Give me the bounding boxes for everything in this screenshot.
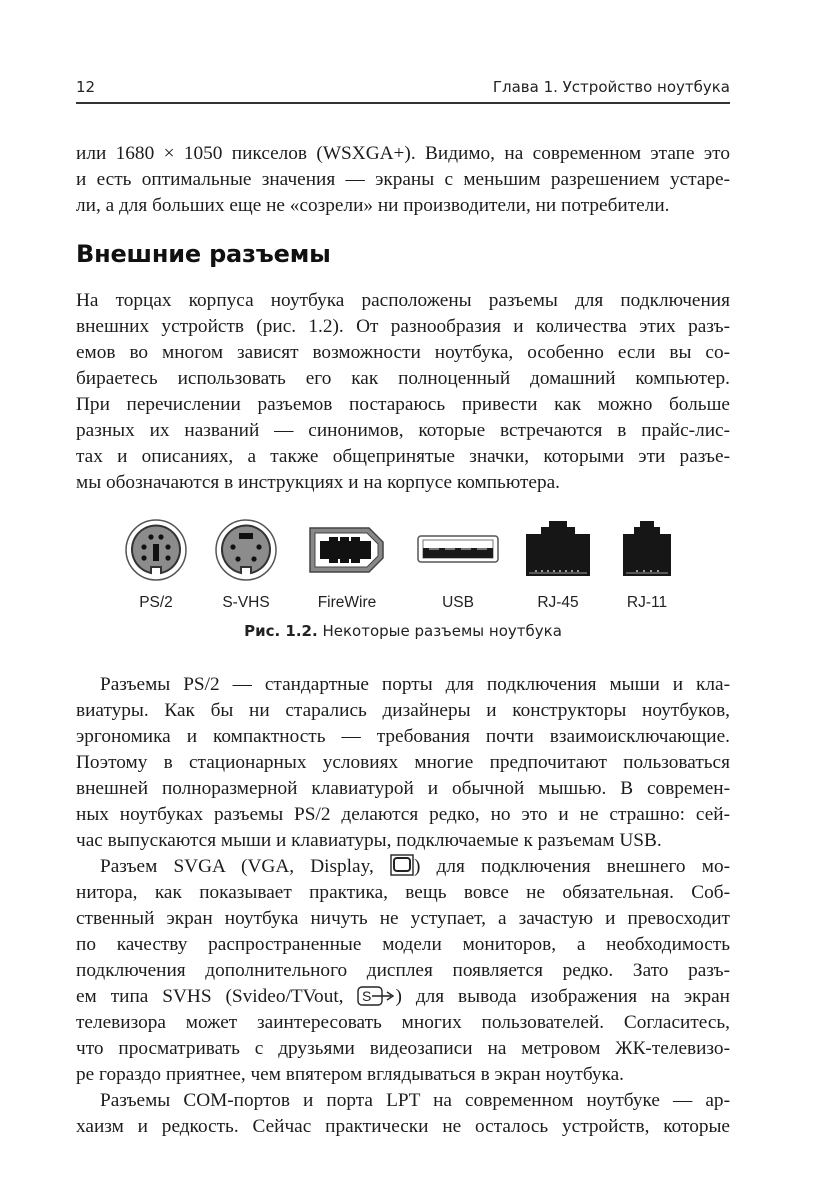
text-line: На торцах корпуса ноутбука расположены разъемы для подключения: [76, 290, 730, 311]
svideo-out-icon: [357, 986, 395, 1006]
section-heading: Внешние разъемы: [76, 240, 331, 268]
svg-text:S: S: [362, 988, 372, 1004]
figure-caption: [76, 622, 730, 640]
section-paragraph: [76, 288, 730, 496]
text-line: мы обозначаются в инструкциях и на корпусе компьютера.: [76, 472, 561, 493]
svhs-connector-icon: [214, 518, 278, 582]
connector-rj45: [520, 518, 596, 612]
text-line: тах и описаниях, а также общепринятые значки, которыми эти разъе-: [76, 446, 730, 467]
text-line: виатуры. Как бы ни старались дизайнеры и конструкторы ноутбуков,: [76, 700, 730, 721]
text-line: телевизора может заинтересовать многих пользователей. Согласитесь,: [76, 1012, 730, 1033]
text-line: что просматривать с друзьями видеозаписи на метровом ЖК-телевизо-: [76, 1038, 730, 1059]
firewire-connector-icon: [307, 518, 387, 582]
connector-svhs: [210, 518, 282, 612]
text-fragment: ем типа SVHS (Svideo/TVout,: [76, 986, 358, 1007]
text-line: хаизм и редкость. Сейчас практически не осталось устройств, которые: [76, 1116, 730, 1137]
text-line: разных их названий — синонимов, которые встречаются в прайс-лис-: [76, 420, 730, 441]
usb-connector-icon: [415, 518, 501, 582]
text-line: Поэтому в стационарных условиях многие предпочитают пользоваться: [76, 752, 730, 773]
connector-label: USB: [442, 594, 474, 611]
text-line: ственный экран ноутбука ничуть не уступает, а зачастую и превосходит: [76, 908, 730, 929]
text-fragment: ) для подключения внешнего мо-: [413, 856, 730, 877]
text-line: При перечислении разъемов постараюсь привести как можно больше: [76, 394, 730, 415]
text-line: [76, 984, 730, 1010]
text-line: ли, а для больших еще не «созрели» ни производители, ни потребители.: [76, 195, 670, 216]
text-line: внешней полноразмерной клавиатурой и обычной мышью. В современ-: [76, 778, 730, 799]
connector-ps2: [120, 518, 192, 612]
connector-label: S-VHS: [222, 594, 270, 611]
running-head: [76, 78, 730, 100]
text-line: или 1680 × 1050 пикселов (WSXGA+). Видимо, на современном этапе это: [76, 143, 730, 164]
rj45-connector-icon: [523, 518, 593, 582]
connector-rj11: [612, 518, 682, 612]
text-line: бираетесь использовать его как полноценный домашний компьютер.: [76, 368, 730, 389]
text-line: емов во многом зависят возможности ноутбука, особенно если вы со-: [76, 342, 730, 363]
chapter-title: Глава 1. Устройство ноутбука: [492, 78, 730, 96]
connector-label: RJ-11: [626, 594, 668, 611]
connector-usb: [410, 518, 506, 612]
intro-paragraph: [76, 141, 730, 219]
text-line: нитора, как показывает практика, вещь вовсе не обязательная. Соб-: [76, 882, 730, 903]
connector-label: FireWire: [317, 594, 377, 611]
caption-label: Рис. 1.2.: [244, 622, 318, 640]
text-line: по качеству распространенные модели мониторов, а необходимость: [76, 934, 730, 955]
text-line: подключения дополнительного дисплея появляется редко. Зато разъ-: [76, 960, 730, 981]
connector-label: PS/2: [139, 594, 173, 611]
text-line: Разъемы COM-портов и порта LPT на современном ноутбуке — ар-: [100, 1090, 730, 1111]
connector-label: RJ-45: [537, 594, 579, 611]
body-text: [76, 672, 730, 1140]
text-line: внешних устройств (рис. 1.2). От разнообразия и количества этих разъ-: [76, 316, 730, 337]
text-line: ре гораздо приятнее, чем впятером вглядываться в экран ноутбука.: [76, 1064, 624, 1085]
text-line: час выпускаются мыши и клавиатуры, подключаемые к разъемам USB.: [76, 830, 662, 851]
ps2-connector-icon: [124, 518, 188, 582]
text-fragment: ) для вывода изображения на экран: [395, 986, 730, 1007]
text-line: и есть оптимальные значения — экраны с меньшим разрешением устаре-: [76, 169, 730, 190]
text-line: эргономика и компактность — требования почти взаимоисключающие.: [76, 726, 730, 747]
caption-text: Некоторые разъемы ноутбука: [317, 622, 562, 640]
text-line: ных ноутбуках разъемы PS/2 делаются редко, но это и не страшно: сей-: [76, 804, 730, 825]
text-fragment: Разъем SVGA (VGA, Display,: [100, 856, 390, 877]
rj11-connector-icon: [620, 518, 674, 582]
text-line: [76, 854, 730, 880]
display-icon: [390, 854, 414, 876]
header-rule: [76, 102, 730, 104]
page-number: 12: [76, 78, 96, 96]
text-line: Разъемы PS/2 — стандартные порты для подключения мыши и кла-: [100, 674, 730, 695]
connector-firewire: [302, 518, 392, 612]
